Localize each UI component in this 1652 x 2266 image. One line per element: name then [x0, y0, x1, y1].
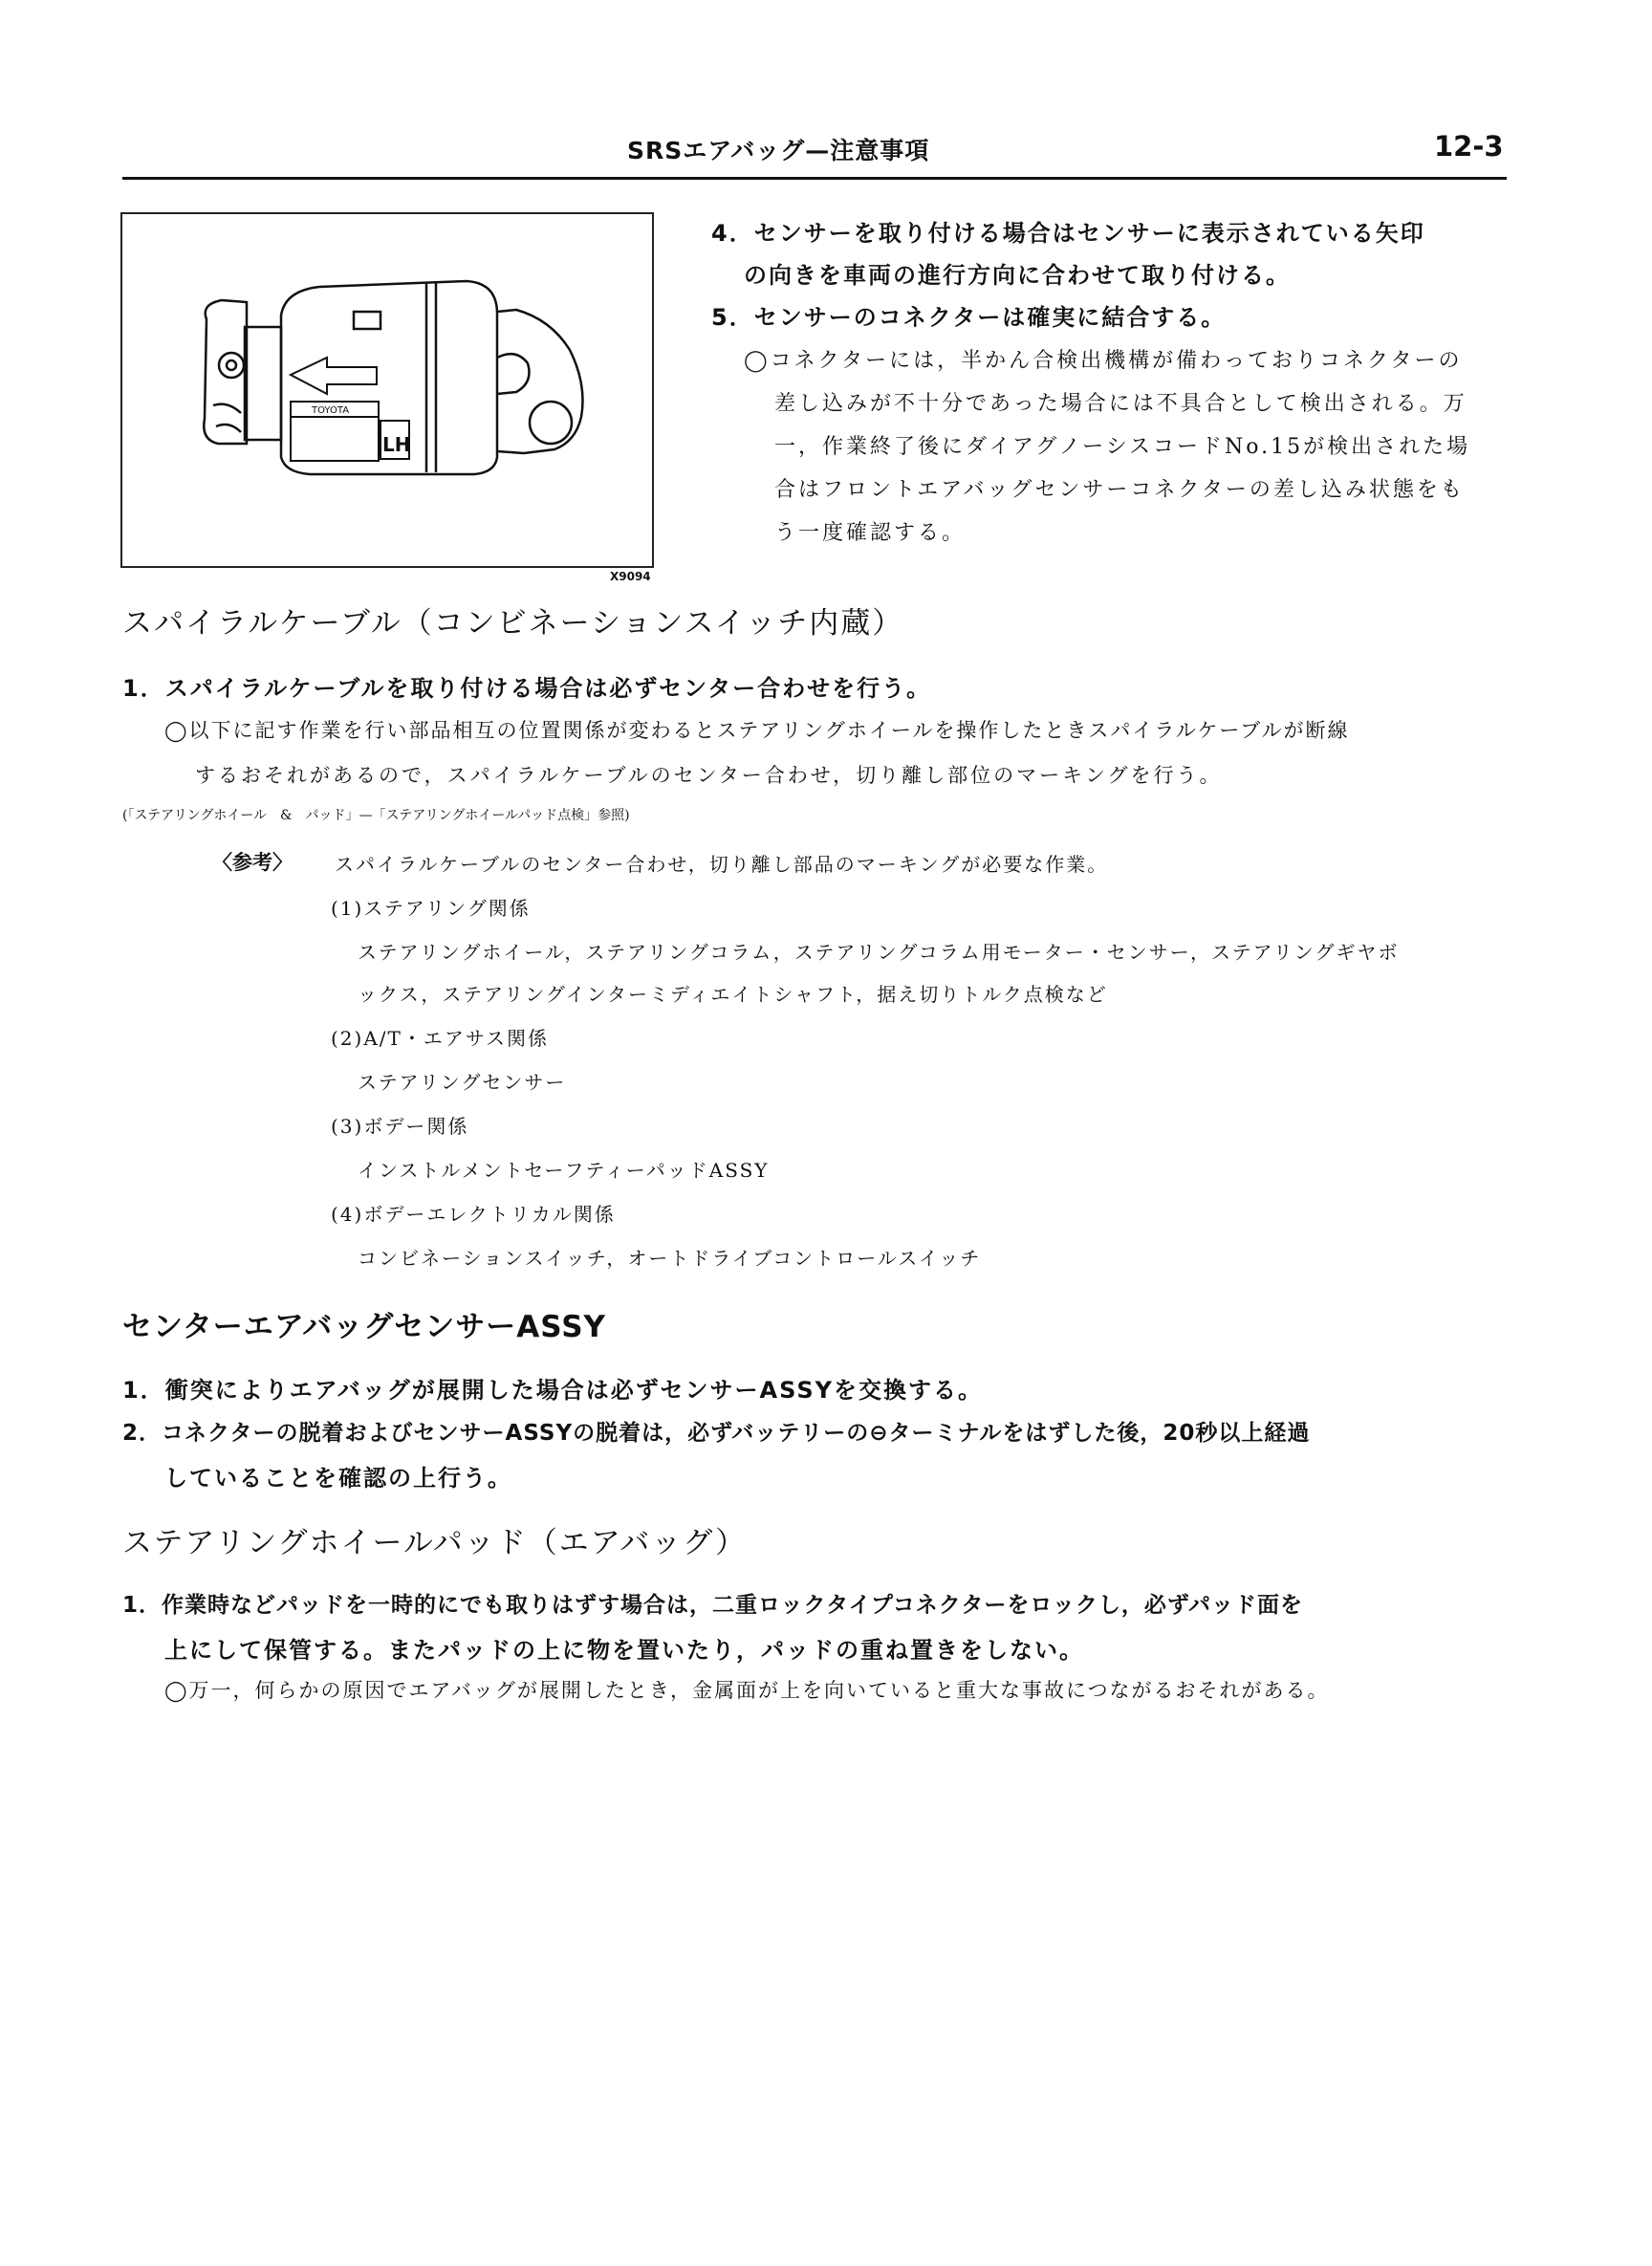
sensor-note-line: 一，作業終了後にダイアグノーシスコードNo.15が検出された場	[774, 435, 1471, 459]
reference-label: 〈参考〉	[212, 851, 293, 874]
pad-step-1: 1．作業時などパッドを一時的にでも取りはずす場合は，二重ロックタイプコネクターをロックし，必ずパッド面を	[122, 1593, 1304, 1618]
center-sensor-heading: センターエアバッグセンサーASSY	[122, 1310, 606, 1344]
page-number: 12-3	[1434, 130, 1504, 163]
spiral-step-1: 1．スパイラルケーブルを取り付ける場合は必ずセンター合わせを行う。	[122, 675, 932, 702]
spiral-item-line: ックス，ステアリングインターミディエイトシャフト，据え切りトルク点検など	[358, 983, 1108, 1006]
figure-code: X9094	[610, 570, 651, 583]
center-sensor-step-2: 2．コネクターの脱着およびセンサーASSYの脱着は，必ずバッテリーの⊖ターミナルをはずした後，20秒以上経過	[122, 1421, 1311, 1446]
sensor-step-4-continued: の向きを車両の進行方向に合わせて取り付ける。	[744, 262, 1291, 289]
sensor-note-line: 合はフロントエアバッグセンサーコネクターの差し込み状態をも	[774, 478, 1465, 502]
spiral-item-title: (3)ボデー関係	[331, 1115, 469, 1138]
page-header-title: SRSエアバッグ—注意事項	[627, 137, 930, 164]
center-sensor-step-1: 1．衝突によりエアバッグが展開した場合は必ずセンサーASSYを交換する。	[122, 1377, 983, 1404]
reference-text: スパイラルケーブルのセンター合わせ，切り離し部品のマーキングが必要な作業。	[335, 853, 1109, 876]
spiral-item-line: インストルメントセーフティーパッドASSY	[358, 1159, 770, 1182]
sensor-illustration	[120, 212, 654, 568]
header-divider	[122, 177, 1507, 180]
spiral-note-line: ◯以下に記す作業を行い部品相互の位置関係が変わるとステアリングホイールを操作したときスパイラルケーブルが断線	[164, 719, 1350, 742]
spiral-item-line: ステアリングホイール，ステアリングコラム，ステアリングコラム用モーター・センサー，ステアリングギヤボ	[358, 941, 1400, 964]
spiral-note-line: するおそれがあるので，スパイラルケーブルのセンター合わせ，切り離し部位のマーキングを行う。	[195, 764, 1223, 787]
sensor-drawing	[122, 214, 652, 566]
sensor-step-4: 4．センサーを取り付ける場合はセンサーに表示されている矢印	[711, 220, 1425, 247]
figure-label-side: LH	[382, 433, 411, 456]
spiral-item-line: コンビネーションスイッチ，オートドライブコントロールスイッチ	[358, 1247, 982, 1270]
sensor-note-line: う一度確認する。	[774, 521, 967, 545]
spiral-item-title: (2)A/T・エアサス関係	[331, 1027, 550, 1050]
spiral-cable-heading: スパイラルケーブル（コンビネーションスイッチ内蔵）	[122, 606, 904, 641]
spiral-reference-note: (「ステアリングホイール & パッド」—「ステアリングホイールパッド点検」参照)	[122, 808, 630, 823]
pad-step-1-continued: 上にして保管する。またパッドの上に物を置いたり，パッドの重ね置きをしない。	[164, 1637, 1084, 1664]
center-sensor-step-2-continued: していることを確認の上行う。	[164, 1465, 512, 1492]
sensor-step-5: 5．センサーのコネクターは確実に結合する。	[711, 304, 1227, 331]
sensor-note-line: 差し込みが不十分であった場合には不具合として検出される。万	[774, 392, 1467, 416]
sensor-note-line: ◯コネクターには，半かん合検出機構が備わっておりコネクターの	[744, 349, 1463, 373]
spiral-item-line: ステアリングセンサー	[358, 1071, 567, 1094]
figure-label-brand: TOYOTA	[312, 405, 350, 416]
spiral-item-title: (4)ボデーエレクトリカル関係	[331, 1203, 616, 1226]
pad-note: ◯万一，何らかの原因でエアバッグが展開したとき，金属面が上を向いていると重大な事故につながるおそれがある。	[164, 1679, 1330, 1702]
spiral-item-title: (1)ステアリング関係	[331, 897, 531, 920]
pad-heading: ステアリングホイールパッド（エアバッグ）	[122, 1526, 748, 1560]
